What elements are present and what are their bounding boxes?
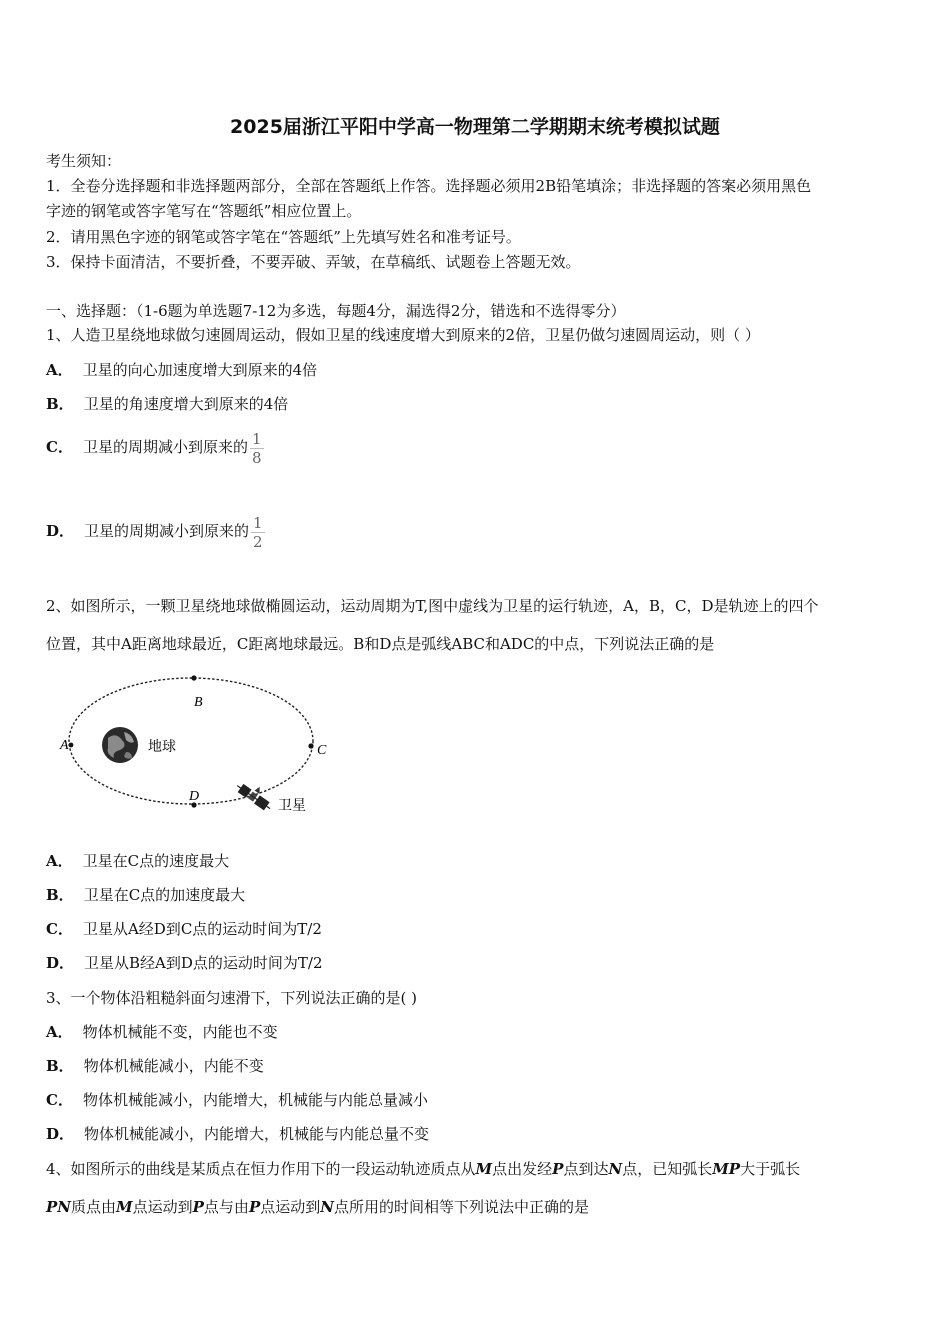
question-3-stem: 3、一个物体沿粗糙斜面匀速滑下，下列说法正确的是( ) xyxy=(46,989,418,1007)
label-c: C xyxy=(317,743,327,758)
q4-seg: 点，已知弧长 xyxy=(622,1160,713,1178)
q4-var: P xyxy=(552,1160,564,1178)
section-heading: 一、选择题：（1-6题为单选题7-12为多选，每题4分，漏选得2分，错选和不选得零分） xyxy=(46,302,626,320)
earth-label: 地球 xyxy=(148,739,176,755)
option-letter: D． xyxy=(46,954,75,972)
label-d: D xyxy=(189,789,200,804)
option-letter: C． xyxy=(46,438,73,456)
notice-item: 1．全卷分选择题和非选择题两部分，全部在答题纸上作答。选择题必须用2B铅笔填涂；非选择题的答案必须用黑色 xyxy=(46,177,812,195)
earth-icon xyxy=(102,727,138,763)
option-text: 卫星的周期减小到原来的 xyxy=(82,438,248,456)
label-b: B xyxy=(194,695,203,710)
orbit-diagram xyxy=(56,668,346,823)
fraction-numerator: 1 xyxy=(253,513,263,532)
option-text: 卫星在C点的速度最大 xyxy=(82,852,230,870)
q4-seg: 点出发经 xyxy=(492,1160,553,1178)
q4-var: M xyxy=(116,1198,133,1216)
q4-var: P xyxy=(192,1198,204,1216)
point-b-dot xyxy=(191,675,196,680)
fraction-denominator: 2 xyxy=(253,532,263,551)
q1-option-a xyxy=(46,360,317,380)
page-title: 2025届浙江平阳中学高一物理第二学期期末统考模拟试题 xyxy=(230,116,720,138)
q4-seg: 点运动到 xyxy=(132,1198,193,1216)
fraction xyxy=(250,430,264,467)
q3-option-b xyxy=(46,1056,264,1076)
label-a: A xyxy=(60,738,69,753)
q4-seg: 点运动到 xyxy=(260,1198,321,1216)
point-c-dot xyxy=(308,743,313,748)
fraction-numerator: 1 xyxy=(251,429,262,448)
option-letter: D． xyxy=(46,522,75,540)
question-1-stem: 1、人造卫星绕地球做匀速圆周运动，假如卫星的线速度增大到原来的2倍，卫星仍做匀速圆周运动，则（ ） xyxy=(46,326,760,344)
notice-item: 3．保持卡面清洁，不要折叠，不要弄破、弄皱，在草稿纸、试题卷上答题无效。 xyxy=(46,253,581,271)
q2-option-b xyxy=(46,885,245,905)
notice-heading: 考生须知： xyxy=(46,152,122,170)
option-letter: A． xyxy=(46,852,73,870)
q4-seg: 点与由 xyxy=(203,1198,249,1216)
option-text: 物体机械能减小，内能不变 xyxy=(83,1057,264,1075)
fraction-denominator: 8 xyxy=(251,448,262,467)
q4-var: N xyxy=(320,1198,334,1216)
q4-seg: 大于弧长 xyxy=(740,1160,801,1178)
notice-item: 字迹的钢笔或答字笔写在“答题纸”相应位置上。 xyxy=(46,202,362,220)
option-letter: B． xyxy=(46,886,74,904)
q1-option-d xyxy=(46,512,265,551)
satellite-icon xyxy=(234,776,277,813)
q3-option-c xyxy=(46,1090,428,1110)
q3-option-d xyxy=(46,1124,429,1144)
option-letter: C． xyxy=(46,920,73,938)
q4-var: N xyxy=(608,1160,623,1178)
option-letter: D． xyxy=(46,1125,75,1143)
option-text: 卫星从A经D到C点的运动时间为T/2 xyxy=(82,920,322,938)
question-2-stem-line-2: 位置，其中A距离地球最近，C距离地球最远。B和D点是弧线ABC和ADC的中点，下列说法正确的是 xyxy=(46,635,715,653)
option-text: 卫星从B经A到D点的运动时间为T/2 xyxy=(84,954,323,972)
q4-seg: 点到达 xyxy=(563,1160,609,1178)
q2-option-c xyxy=(46,919,322,939)
option-text: 卫星的向心加速度增大到原来的4倍 xyxy=(82,361,318,379)
option-letter: C． xyxy=(46,1091,73,1109)
option-letter: B． xyxy=(46,1057,74,1075)
q4-var: P xyxy=(248,1198,261,1216)
option-letter: B． xyxy=(46,395,74,413)
question-4-stem-line-2 xyxy=(46,1197,589,1217)
q2-option-a xyxy=(46,851,229,871)
fraction xyxy=(251,514,265,551)
q4-var: PN xyxy=(46,1198,71,1216)
q1-option-b xyxy=(46,394,288,414)
option-text: 卫星在C点的加速度最大 xyxy=(83,886,246,904)
point-a-dot xyxy=(69,743,74,748)
option-text: 卫星的角速度增大到原来的4倍 xyxy=(83,395,289,413)
question-2-stem-line-1: 2、如图所示，一颗卫星绕地球做椭圆运动，运动周期为T,图中虚线为卫星的运行轨迹，A，B，C，D是轨迹上的四个 xyxy=(46,597,819,615)
option-letter: A． xyxy=(46,361,73,379)
option-text: 卫星的周期减小到原来的 xyxy=(84,522,250,540)
q4-seg: 质点由 xyxy=(71,1198,117,1216)
q2-option-d xyxy=(46,953,323,973)
q4-seg: 4、如图所示的曲线是某质点在恒力作用下的一段运动轨迹质点从 xyxy=(46,1160,476,1178)
q4-var: M xyxy=(475,1160,493,1178)
notice-item: 2．请用黑色字迹的钢笔或答字笔在“答题纸”上先填写姓名和准考证号。 xyxy=(46,228,521,246)
question-4-stem-line-1 xyxy=(46,1159,800,1179)
option-text: 物体机械能不变，内能也不变 xyxy=(82,1023,278,1041)
q1-option-c xyxy=(46,428,264,467)
q3-option-a xyxy=(46,1022,278,1042)
option-letter: A． xyxy=(46,1023,73,1041)
q4-seg: 点所用的时间相等下列说法中正确的是 xyxy=(333,1198,589,1216)
satellite-label: 卫星 xyxy=(278,798,306,814)
option-text: 物体机械能减小，内能增大，机械能与内能总量不变 xyxy=(84,1125,430,1143)
q4-var: MP xyxy=(712,1160,741,1178)
option-text: 物体机械能减小，内能增大，机械能与内能总量减小 xyxy=(82,1091,428,1109)
